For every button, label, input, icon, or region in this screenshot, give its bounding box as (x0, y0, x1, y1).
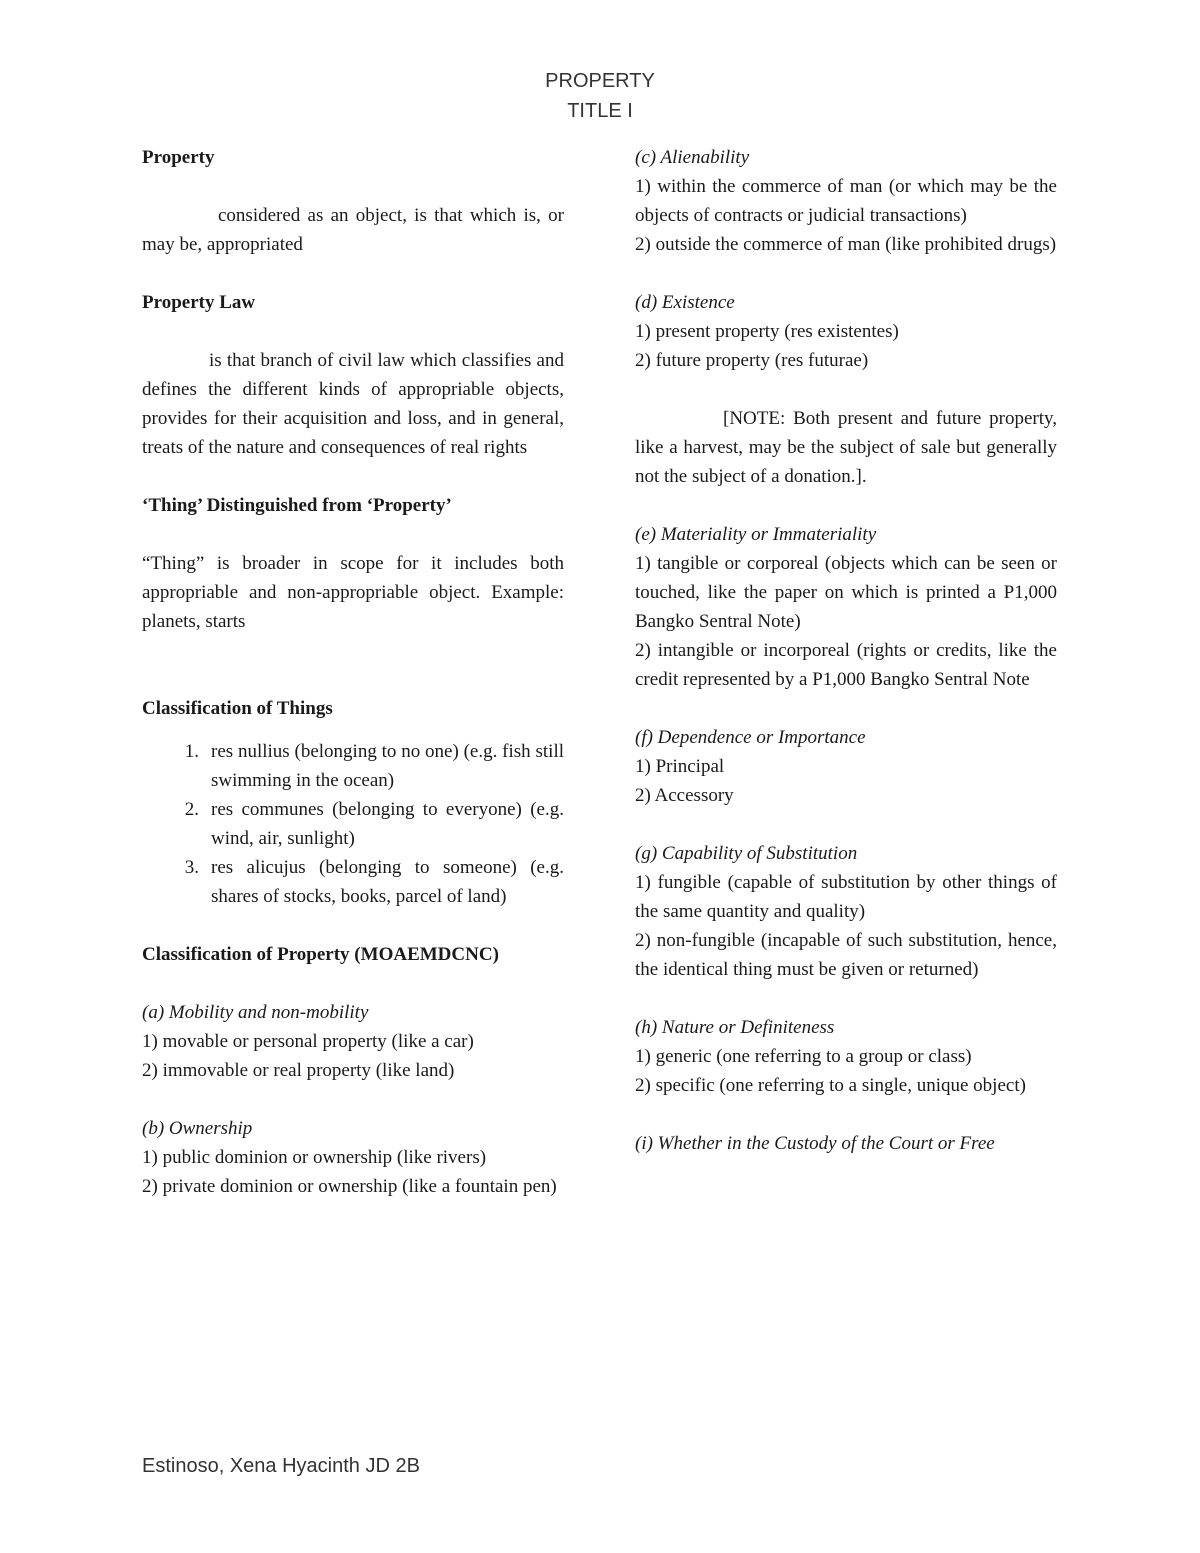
page-subtitle: TITLE I (567, 100, 633, 122)
section-f-item-2: 2) Accessory (635, 785, 734, 806)
left-column (142, 143, 564, 1201)
section-f-item-1: 1) Principal (635, 756, 725, 777)
list-number: 3. (184, 857, 199, 878)
section-g-label: (g) Capability of Substitution (635, 843, 858, 864)
section-c-item-2: 2) outside the commerce of man (like prohibited drugs) (635, 234, 1057, 255)
thing-definition: “Thing” is broader in scope for it includes both appropriable and non-appropriable object. Example: planets, starts (142, 553, 564, 632)
section-c-label: (c) Alienability (635, 147, 750, 168)
section-a-label: (a) Mobility and non-mobility (142, 1002, 369, 1023)
section-c-item-1: 1) within the commerce of man (or which may be the objects of contracts or judicial transactions) (635, 176, 1057, 226)
list-text: res alicujus (belonging to someone) (e.g. shares of stocks, books, parcel of land) (211, 857, 564, 907)
section-e-label: (e) Materiality or Immateriality (635, 524, 877, 545)
property-classification-heading: Classification of Property (MOAEMDCNC) (142, 944, 499, 965)
list-text: res communes (belonging to everyone) (e.g. wind, air, sunlight) (211, 799, 564, 849)
section-h-label: (h) Nature or Definiteness (635, 1017, 835, 1038)
section-f-label: (f) Dependence or Importance (635, 727, 866, 748)
section-b-item-2: 2) private dominion or ownership (like a fountain pen) (142, 1176, 557, 1197)
list-number: 2. (184, 799, 199, 820)
section-h-item-1: 1) generic (one referring to a group or class) (635, 1046, 972, 1067)
section-g-item-2: 2) non-fungible (incapable of such substitution, hence, the identical thing must be given or returned) (635, 930, 1057, 980)
right-column (635, 143, 1057, 1158)
property-definition: considered as an object, is that which is, or may be, appropriated (142, 205, 564, 255)
section-e-item-2: 2) intangible or incorporeal (rights or credits, like the credit represented by a P1,000 Bangko Sentral Note (635, 640, 1057, 690)
section-a-item-1: 1) movable or personal property (like a car) (142, 1031, 474, 1052)
section-h-item-2: 2) specific (one referring to a single, unique object) (635, 1075, 1026, 1096)
list-item (142, 795, 564, 853)
section-d-item-1: 1) present property (res existentes) (635, 321, 899, 342)
section-b-label: (b) Ownership (142, 1118, 253, 1139)
things-list (142, 737, 564, 911)
page-title: PROPERTY (545, 70, 655, 92)
section-d-label: (d) Existence (635, 292, 735, 313)
list-number: 1. (184, 741, 199, 762)
list-text: res nullius (belonging to no one) (e.g. fish still swimming in the ocean) (211, 741, 564, 791)
section-g-item-1: 1) fungible (capable of substitution by other things of the same quantity and quality) (635, 872, 1057, 922)
section-i-label: (i) Whether in the Custody of the Court or Free (635, 1133, 995, 1154)
things-classification-heading: Classification of Things (142, 698, 333, 719)
property-heading: Property (142, 147, 215, 168)
thing-vs-property-heading: ‘Thing’ Distinguished from ‘Property’ (142, 495, 452, 516)
section-b-item-1: 1) public dominion or ownership (like rivers) (142, 1147, 487, 1168)
section-e-item-1: 1) tangible or corporeal (objects which can be seen or touched, like the paper on which is printed a P1,000 Bangko Sentral Note) (635, 553, 1057, 632)
section-a-item-2: 2) immovable or real property (like land) (142, 1060, 455, 1081)
list-item (142, 853, 564, 911)
section-d-note: [NOTE: Both present and future property, like a harvest, may be the subject of sale but generally not the subject of a donation.]. (635, 408, 1057, 487)
section-d-item-2: 2) future property (res futurae) (635, 350, 869, 371)
property-law-heading: Property Law (142, 292, 256, 313)
list-item (142, 737, 564, 795)
footer-author: Estinoso, Xena Hyacinth JD 2B (142, 1455, 420, 1477)
property-law-definition: is that branch of civil law which classifies and defines the different kinds of appropriable objects, provides for their acquisition and loss, and in general, treats of the nature and consequences of real rights (142, 350, 564, 458)
